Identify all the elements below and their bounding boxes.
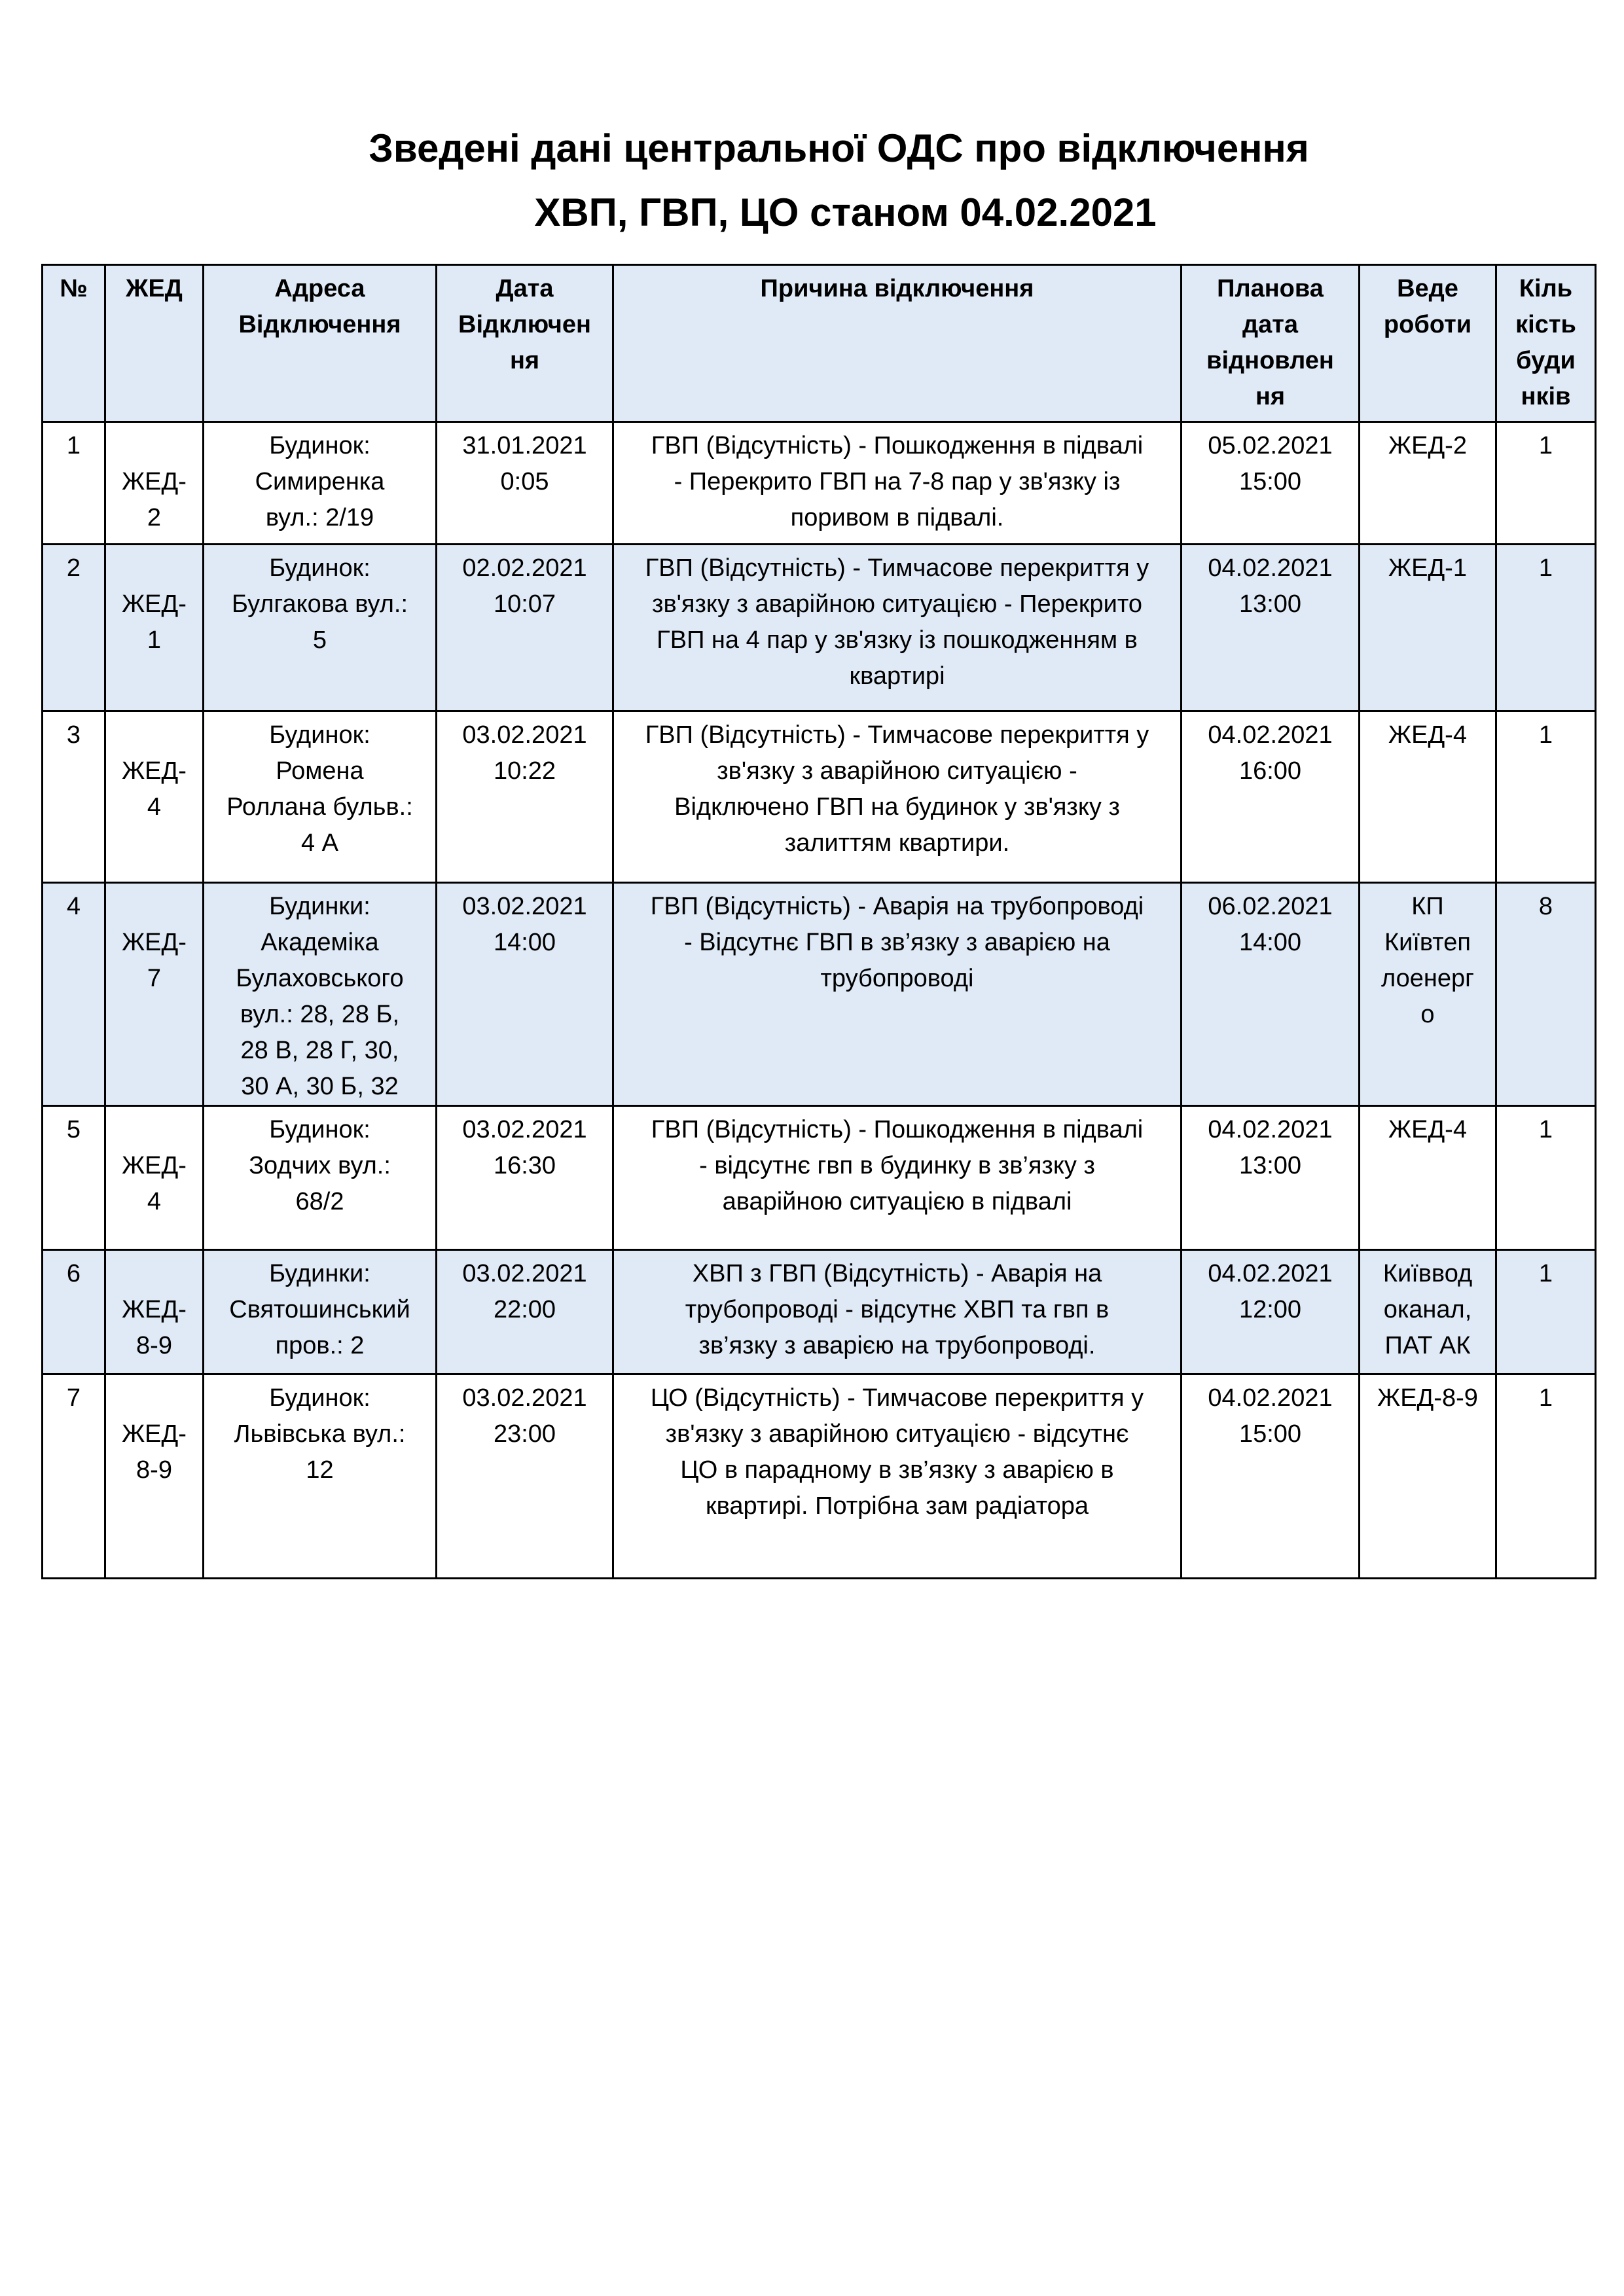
cell-planned: 04.02.2021 13:00 — [1182, 1106, 1360, 1250]
table-header-row — [43, 265, 1596, 422]
table-row — [43, 545, 1596, 711]
cell-num: 7 — [43, 1374, 105, 1579]
table-row — [43, 1106, 1596, 1250]
cell-works: ЖЕД-4 — [1360, 1106, 1496, 1250]
cell-planned: 04.02.2021 12:00 — [1182, 1250, 1360, 1374]
cell-zhed: ЖЕД- 7 — [105, 883, 204, 1106]
cell-planned: 04.02.2021 15:00 — [1182, 1374, 1360, 1579]
cell-zhed: ЖЕД- 1 — [105, 545, 204, 711]
table-row — [43, 711, 1596, 883]
cell-planned: 06.02.2021 14:00 — [1182, 883, 1360, 1106]
cell-date-off: 03.02.2021 16:30 — [437, 1106, 613, 1250]
cell-address: Будинок: Булгакова вул.: 5 — [204, 545, 437, 711]
cell-reason: ГВП (Відсутність) - Тимчасове перекриття у зв'язку з аварійною ситуацією - Відключено ГВП на будинок у зв'язку з залиттям квартири. — [613, 711, 1182, 883]
cell-reason: ГВП (Відсутність) - Пошкодження в підвалі - відсутнє гвп в будинку в зв’язку з аварійною ситуацією в підвалі — [613, 1106, 1182, 1250]
cell-planned: 04.02.2021 16:00 — [1182, 711, 1360, 883]
cell-works: ЖЕД-4 — [1360, 711, 1496, 883]
cell-num: 6 — [43, 1250, 105, 1374]
outage-table — [41, 264, 1597, 1579]
cell-works: ЖЕД-2 — [1360, 422, 1496, 545]
cell-reason: ГВП (Відсутність) - Тимчасове перекриття у зв'язку з аварійною ситуацією - Перекрито ГВП на 4 пар у зв'язку із пошкодженням в квартирі — [613, 545, 1182, 711]
table-row — [43, 422, 1596, 545]
cell-count: 1 — [1496, 1374, 1596, 1579]
cell-date-off: 03.02.2021 22:00 — [437, 1250, 613, 1374]
cell-num: 2 — [43, 545, 105, 711]
cell-works: КП Київтеп лоенерг о — [1360, 883, 1496, 1106]
title-line-2: ХВП, ГВП, ЦО станом 04.02.2021 — [534, 190, 1157, 234]
cell-zhed: ЖЕД- 4 — [105, 1106, 204, 1250]
cell-count: 1 — [1496, 545, 1596, 711]
header-address: Адреса Відключення — [204, 265, 437, 422]
cell-date-off: 31.01.2021 0:05 — [437, 422, 613, 545]
cell-count: 1 — [1496, 1106, 1596, 1250]
cell-address: Будинки: Академіка Булаховського вул.: 28, 28 Б, 28 В, 28 Г, 30, 30 А, 30 Б, 32 — [204, 883, 437, 1106]
cell-count: 1 — [1496, 422, 1596, 545]
cell-zhed: ЖЕД- 2 — [105, 422, 204, 545]
header-planned: Планова дата відновлен ня — [1182, 265, 1360, 422]
cell-works: ЖЕД-1 — [1360, 545, 1496, 711]
cell-date-off: 03.02.2021 23:00 — [437, 1374, 613, 1579]
cell-zhed: ЖЕД- 8-9 — [105, 1374, 204, 1579]
cell-num: 5 — [43, 1106, 105, 1250]
cell-reason: ГВП (Відсутність) - Аварія на трубопроводі - Відсутнє ГВП в зв’язку з аварією на трубопроводі — [613, 883, 1182, 1106]
cell-zhed: ЖЕД- 4 — [105, 711, 204, 883]
header-zhed: ЖЕД — [105, 265, 204, 422]
title-line-1: Зведені дані центральної ОДС про відключення — [369, 126, 1309, 170]
cell-address: Будинок: Ромена Роллана бульв.: 4 А — [204, 711, 437, 883]
cell-date-off: 03.02.2021 10:22 — [437, 711, 613, 883]
table-row — [43, 1250, 1596, 1374]
cell-works: Київвод оканал, ПАТ АК — [1360, 1250, 1496, 1374]
header-date-off: Дата Відключен ня — [437, 265, 613, 422]
cell-date-off: 03.02.2021 14:00 — [437, 883, 613, 1106]
cell-count: 1 — [1496, 1250, 1596, 1374]
cell-planned: 04.02.2021 13:00 — [1182, 545, 1360, 711]
cell-reason: ГВП (Відсутність) - Пошкодження в підвалі - Перекрито ГВП на 7-8 пар у зв'язку із поривом в підвалі. — [613, 422, 1182, 545]
cell-count: 1 — [1496, 711, 1596, 883]
cell-works: ЖЕД-8-9 — [1360, 1374, 1496, 1579]
cell-num: 3 — [43, 711, 105, 883]
cell-address: Будинки: Святошинський пров.: 2 — [204, 1250, 437, 1374]
cell-address: Будинок: Львівська вул.: 12 — [204, 1374, 437, 1579]
header-num: № — [43, 265, 105, 422]
cell-reason: ХВП з ГВП (Відсутність) - Аварія на трубопроводі - відсутнє ХВП та гвп в зв’язку з аварією на трубопроводі. — [613, 1250, 1182, 1374]
header-count: Кіль кість буди нків — [1496, 265, 1596, 422]
header-works: Веде роботи — [1360, 265, 1496, 422]
cell-reason: ЦО (Відсутність) - Тимчасове перекриття у зв'язку з аварійною ситуацією - відсутнє ЦО в парадному в зв’язку з аварією в квартирі. Потрібна зам радіатора — [613, 1374, 1182, 1579]
cell-num: 1 — [43, 422, 105, 545]
cell-address: Будинок: Зодчих вул.: 68/2 — [204, 1106, 437, 1250]
cell-num: 4 — [43, 883, 105, 1106]
table-row — [43, 883, 1596, 1106]
table-row — [43, 1374, 1596, 1579]
cell-address: Будинок: Симиренка вул.: 2/19 — [204, 422, 437, 545]
header-reason: Причина відключення — [613, 265, 1182, 422]
cell-count: 8 — [1496, 883, 1596, 1106]
cell-date-off: 02.02.2021 10:07 — [437, 545, 613, 711]
cell-planned: 05.02.2021 15:00 — [1182, 422, 1360, 545]
page-title — [0, 117, 1624, 245]
cell-zhed: ЖЕД- 8-9 — [105, 1250, 204, 1374]
